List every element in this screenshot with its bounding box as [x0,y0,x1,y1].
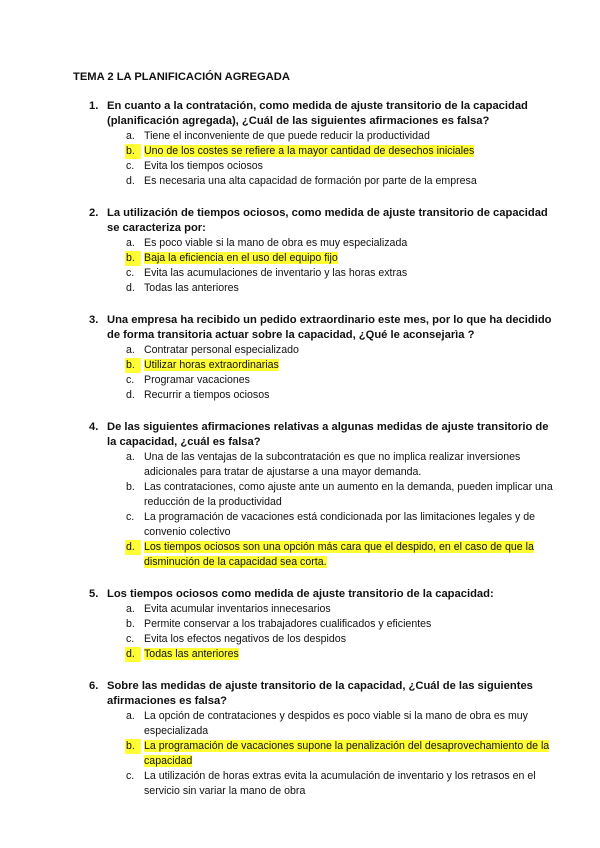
option-text: La utilización de horas extras evita la acumulación de inventario y los retrasos en el servicio sin variar la mano de obra [144,770,536,797]
option-text: Programar vacaciones [144,374,250,386]
option-text: Evita los tiempos ociosos [144,160,263,172]
answer-option [107,159,560,174]
option-text: Tiene el inconveniente de que puede reducir la productividad [144,130,430,142]
answer-option [107,510,560,540]
question-item [73,679,560,799]
option-text: La programación de vacaciones está condicionada por las limitaciones legales y de convenio colectivo [144,511,536,538]
answer-option-highlighted [107,144,560,159]
answer-option [107,281,560,296]
option-letter: b. [125,739,141,754]
answer-options [107,129,560,189]
question-text: De las siguientes afirmaciones relativas a algunas medidas de ajuste transitorio de la capacidad, ¿cuál es falsa? [107,421,549,448]
answer-option-highlighted [107,251,560,266]
option-text: Contratar personal especializado [144,344,299,356]
option-letter: d. [126,389,135,401]
question-text: Los tiempos ociosos como medida de ajuste transitorio de la capacidad: [107,588,494,600]
question-list [73,99,560,799]
answer-option [107,129,560,144]
option-text: Uno de los costes se refiere a la mayor cantidad de desechos iniciales [144,145,475,157]
option-letter: a. [126,237,135,249]
answer-option-highlighted [107,540,560,570]
answer-options [107,602,560,662]
answer-option [107,174,560,189]
question-number: 4. [89,421,99,433]
option-letter: a. [126,451,135,463]
option-letter: c. [126,267,135,279]
question-item [73,420,560,570]
question-number: 6. [89,680,99,692]
option-text: Recurrir a tiempos ociosos [144,389,270,401]
option-letter: a. [126,710,135,722]
option-letter: a. [126,130,135,142]
option-text: Todas las anteriores [144,282,239,294]
answer-option [107,602,560,617]
option-text: Es necesaria una alta capacidad de formación por parte de la empresa [144,175,477,187]
question-text: En cuanto a la contratación, como medida de ajuste transitorio de la capacidad (planificación agregada), ¿Cuál de las siguientes afirmaciones es falsa? [107,100,528,127]
option-text: Permite conservar a los trabajadores cualificados y eficientes [144,618,432,630]
answer-option-highlighted [107,647,560,662]
answer-option [107,343,560,358]
answer-option [107,769,560,799]
answer-options [107,343,560,403]
answer-option-highlighted [107,358,560,373]
answer-option [107,373,560,388]
option-letter: b. [126,618,135,630]
option-text: Las contrataciones, como ajuste ante un aumento en la demanda, pueden implicar una reducción de la productividad [144,481,553,508]
answer-option [107,480,560,510]
answer-option [107,266,560,281]
question-item [73,313,560,403]
answer-option-highlighted [107,739,560,769]
option-text: Todas las anteriores [144,648,239,660]
option-letter: a. [126,603,135,615]
option-letter: c. [126,633,135,645]
option-text: La opción de contrataciones y despidos es poco viable si la mano de obra es muy especializada [144,710,528,737]
question-text: La utilización de tiempos ociosos, como medida de ajuste transitorio de capacidad se caracteriza por: [107,207,548,234]
option-letter: d. [126,282,135,294]
answer-options [107,450,560,570]
option-letter: c. [126,374,135,386]
answer-option [107,709,560,739]
answer-option [107,617,560,632]
question-number: 3. [89,314,99,326]
option-letter: c. [126,770,135,782]
page-title: TEMA 2 LA PLANIFICACIÓN AGREGADA [73,71,290,83]
option-letter: d. [125,647,141,662]
option-text: Baja la eficiencia en el uso del equipo fijo [144,252,338,264]
question-item [73,99,560,189]
answer-option [107,388,560,403]
option-letter: b. [126,481,135,493]
question-item [73,206,560,296]
option-text: Es poco viable si la mano de obra es muy especializada [144,237,408,249]
option-letter: a. [126,344,135,356]
option-text: Evita los efectos negativos de los despidos [144,633,346,645]
question-number: 5. [89,588,99,600]
option-letter: c. [126,160,135,172]
option-text: La programación de vacaciones supone la penalización del desaprovechamiento de la capacidad [144,740,550,767]
answer-options [107,236,560,296]
question-text: Sobre las medidas de ajuste transitorio de la capacidad, ¿Cuál de las siguientes afirmaciones es falsa? [107,680,533,707]
option-text: Los tiempos ociosos son una opción más cara que el despido, en el caso de que la disminución de la capacidad sea corta. [144,541,534,568]
answer-options [107,709,560,799]
option-text: Evita acumular inventarios innecesarios [144,603,331,615]
option-text: Utilizar horas extraordinarias [144,359,279,371]
answer-option [107,236,560,251]
option-letter: b. [125,358,141,373]
option-letter: d. [126,175,135,187]
option-text: Una de las ventajas de la subcontratación es que no implica realizar inversiones adicionales para tratar de ajustarse a una mayor demanda. [144,451,521,478]
question-number: 2. [89,207,99,219]
option-text: Evita las acumulaciones de inventario y las horas extras [144,267,408,279]
answer-option [107,632,560,647]
option-letter: b. [125,144,141,159]
answer-option [107,450,560,480]
question-item [73,587,560,662]
question-text: Una empresa ha recibido un pedido extraordinario este mes, por lo que ha decidido de forma transitoria actuar sobre la capacidad, ¿Qué le aconsejarìa ? [107,314,552,341]
option-letter: b. [125,251,141,266]
option-letter: c. [126,511,135,523]
question-number: 1. [89,100,99,112]
option-letter: d. [125,540,141,555]
